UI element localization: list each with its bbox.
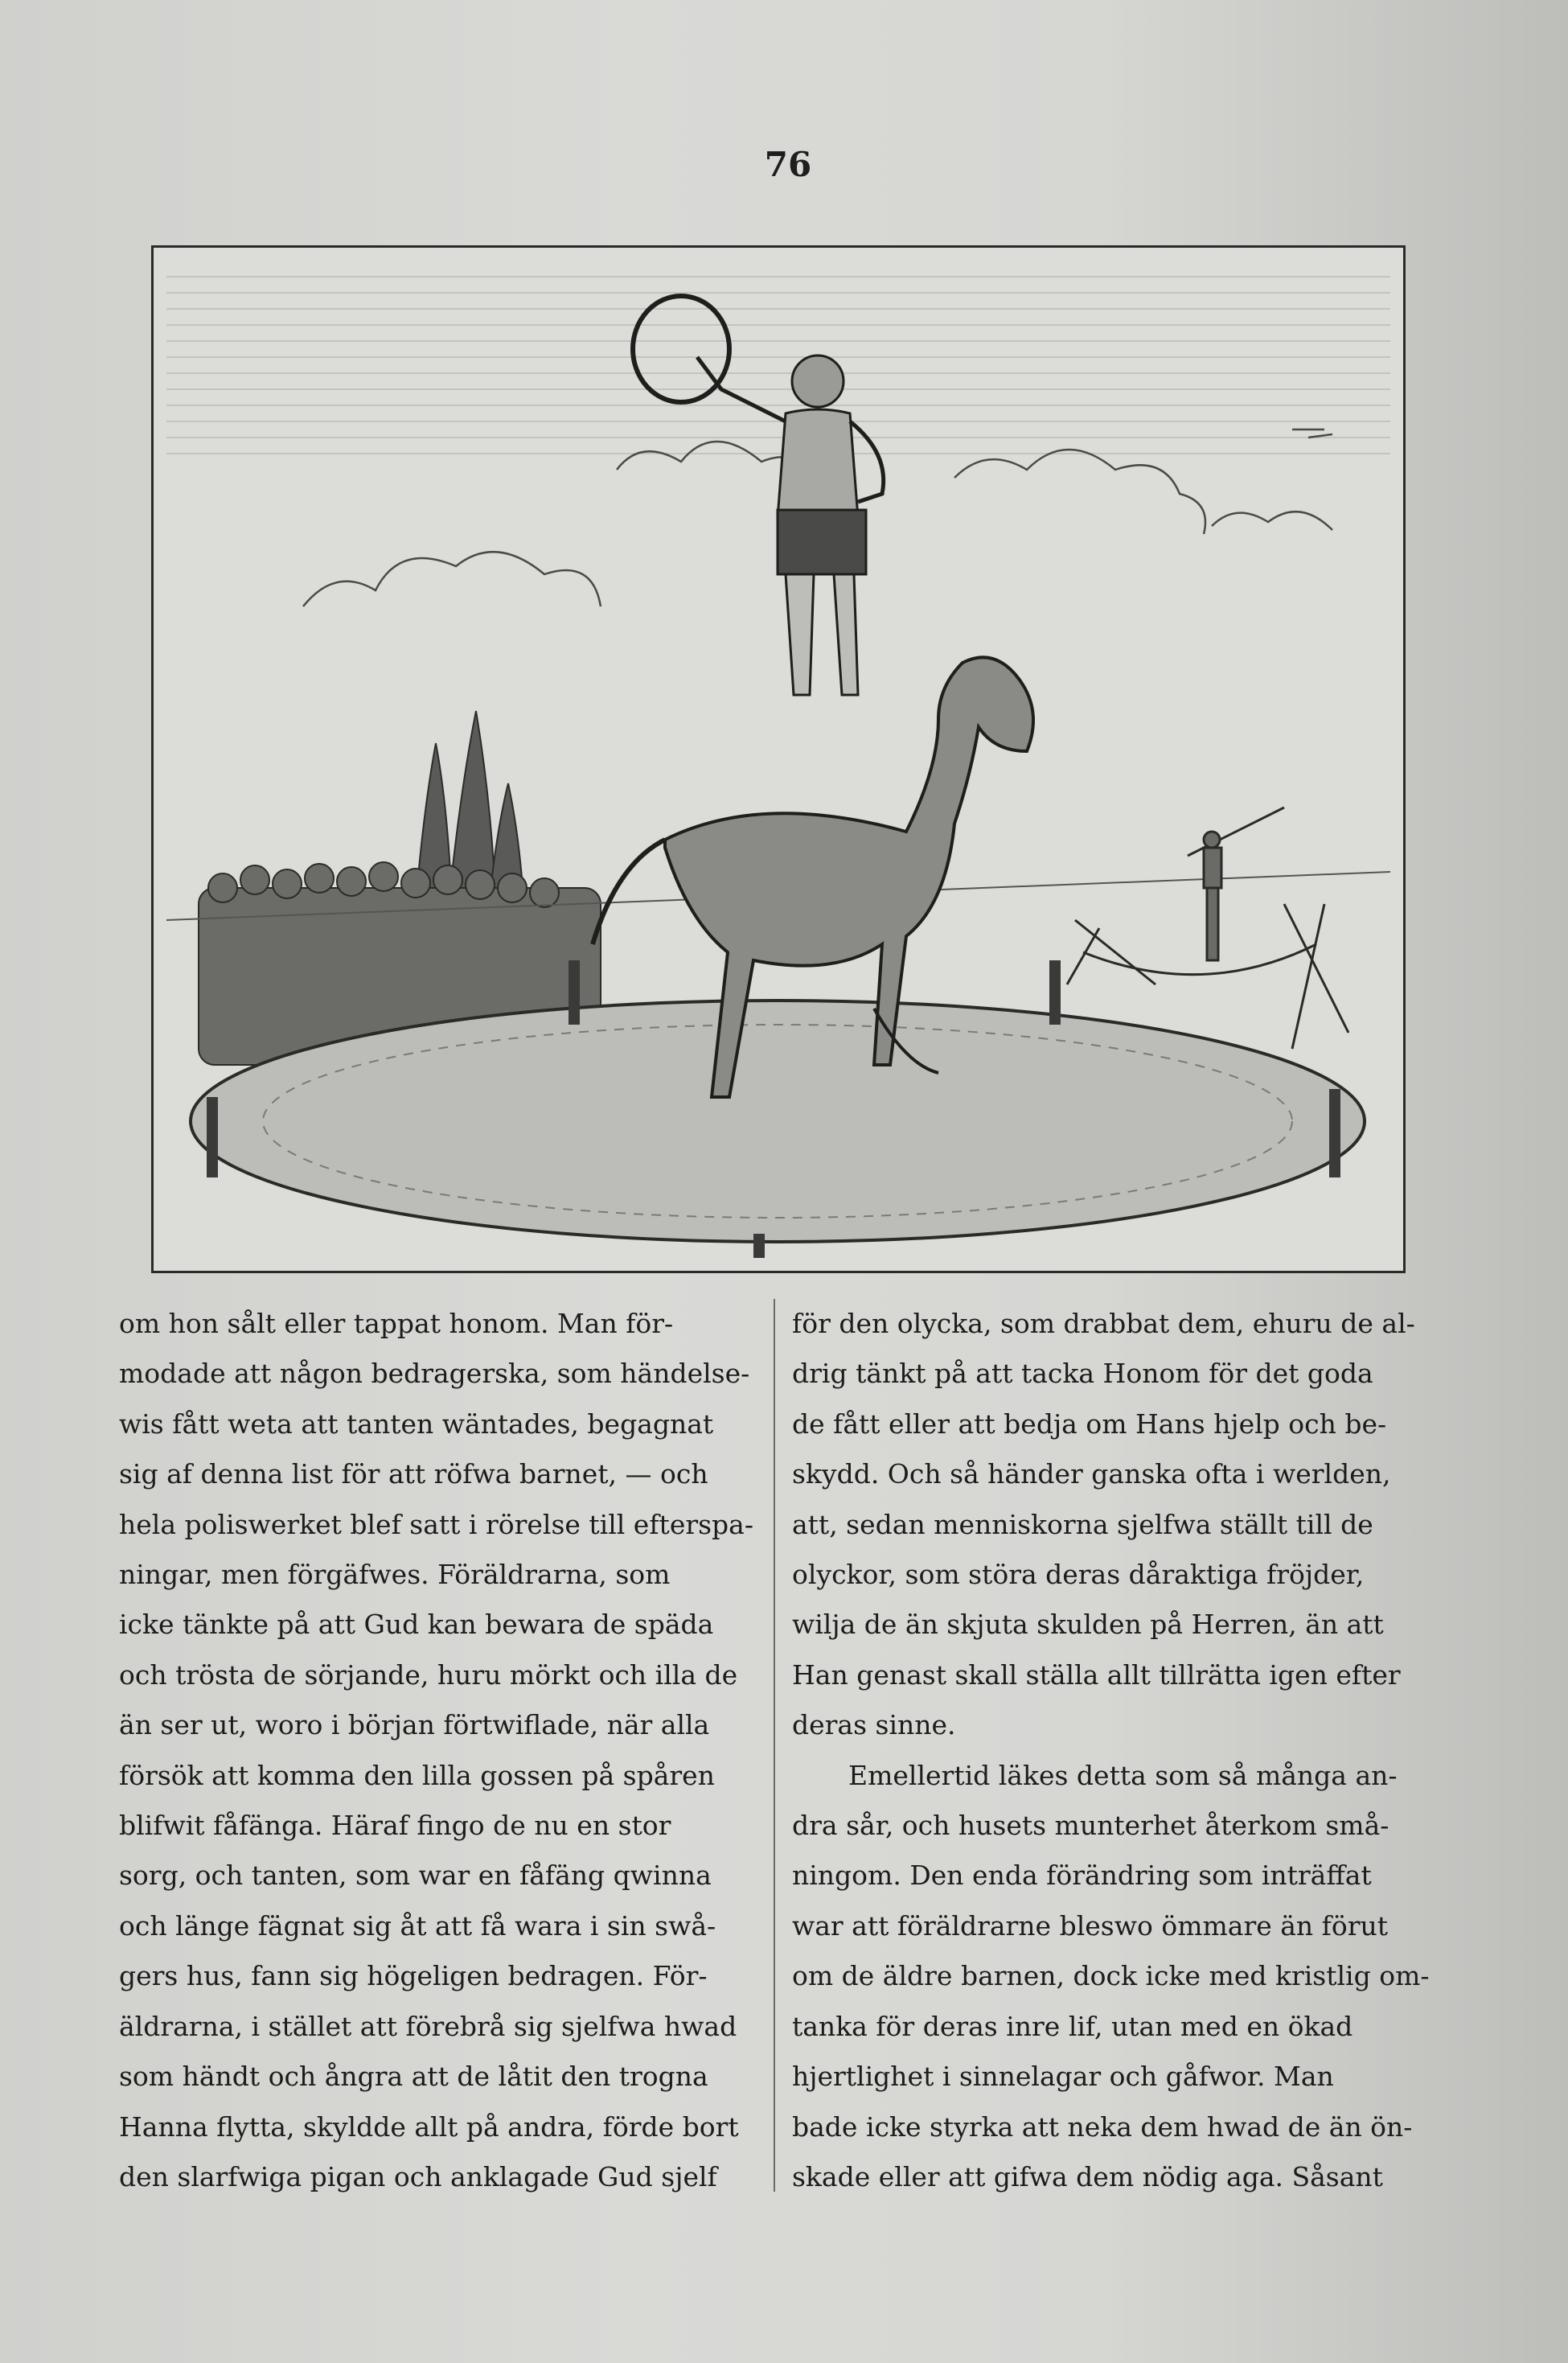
text-line: tanka för deras inre lif, utan med en ökad — [792, 2010, 1353, 2042]
text-line: gers hus, fann sig högeligen bedragen. För- — [119, 1960, 708, 1992]
acrobat-with-pole — [1188, 808, 1284, 960]
text-line: skade eller att gifwa dem nödig aga. Såsant — [792, 2160, 1383, 2192]
performer — [633, 296, 884, 695]
page-number: 76 — [764, 145, 812, 184]
text-line: skydd. Och så händer ganska ofta i werlden, — [792, 1458, 1391, 1490]
text-line: ningar, men förgäfwes. Föräldrarna, som — [119, 1559, 671, 1591]
text-line: hjertlighet i sinnelagar och gåfwor. Man — [792, 2061, 1334, 2093]
text-line: sig af denna list för att röfwa barnet, — och — [119, 1458, 708, 1490]
circus-ring — [191, 1001, 1365, 1242]
text-line: ningom. Den enda förändring som inträffat — [792, 1860, 1372, 1892]
text-line: icke tänkte på att Gud kan bewara de späda — [119, 1609, 714, 1641]
text-line: de fått eller att bedja om Hans hjelp och be- — [792, 1408, 1387, 1440]
text-line: om hon sålt eller tappat honom. Man för- — [119, 1308, 674, 1339]
text-line: sorg, och tanten, som war en fåfäng qwinna — [119, 1860, 712, 1892]
text-line: olyckor, som störa deras dåraktiga fröjder, — [792, 1559, 1365, 1591]
text-line: deras sinne. — [792, 1709, 956, 1741]
text-line: bade icke styrka att neka dem hwad de än ön- — [792, 2110, 1413, 2143]
text-line: Hanna flytta, skyldde allt på andra, förde bort — [119, 2110, 739, 2143]
text-line: wis fått weta att tanten wäntades, begagnat — [119, 1408, 714, 1440]
text-line: att, sedan menniskorna sjelfwa ställt till de — [792, 1508, 1373, 1540]
right-text-column — [792, 1299, 1467, 2202]
text-line: för den olycka, som drabbat dem, ehuru de al- — [792, 1308, 1415, 1339]
paragraph-start-line: Emellertid läkes detta som så många an- — [848, 1759, 1398, 1791]
text-line: den slarfwiga pigan och anklagade Gud sjelf — [119, 2160, 717, 2192]
text-line: äldrarna, i stället att förebrå sig sjelfwa hwad — [119, 2010, 737, 2042]
text-line: om de äldre barnen, dock icke med kristlig om- — [792, 1960, 1430, 1992]
text-line: och länge fägnat sig åt att få wara i sin swå- — [119, 1909, 716, 1942]
text-line: än ser ut, woro i början förtwiflade, när alla — [119, 1709, 710, 1741]
text-line: blifwit fåfänga. Häraf fingo de nu en stor — [119, 1810, 671, 1842]
text-line: försök att komma den lilla gossen på spåren — [119, 1759, 715, 1791]
text-line: och trösta de sörjande, huru mörkt och illa de — [119, 1658, 738, 1691]
engraving-horse-performer — [166, 261, 1390, 1258]
sky-hatching — [166, 277, 1390, 454]
text-line: dra sår, och husets munterhet återkom små- — [792, 1810, 1389, 1842]
text-line: wilja de än skjuta skulden på Herren, än att — [792, 1609, 1384, 1641]
text-line: Han genast skall ställa allt tillrätta igen efter — [792, 1658, 1401, 1691]
text-line: som händt och ångra att de låtit den trogna — [119, 2061, 708, 2093]
text-line: war att föräldrarne bleswo ömmare än förut — [792, 1909, 1389, 1942]
left-text-column — [119, 1299, 794, 2202]
text-line: hela poliswerket blef satt i rörelse till efterspa- — [119, 1508, 754, 1540]
circus-illustration — [151, 245, 1406, 1273]
text-line: modade att någon bedragerska, som händelse- — [119, 1358, 750, 1390]
text-line: drig tänkt på att tacka Honom för det goda — [792, 1358, 1373, 1390]
